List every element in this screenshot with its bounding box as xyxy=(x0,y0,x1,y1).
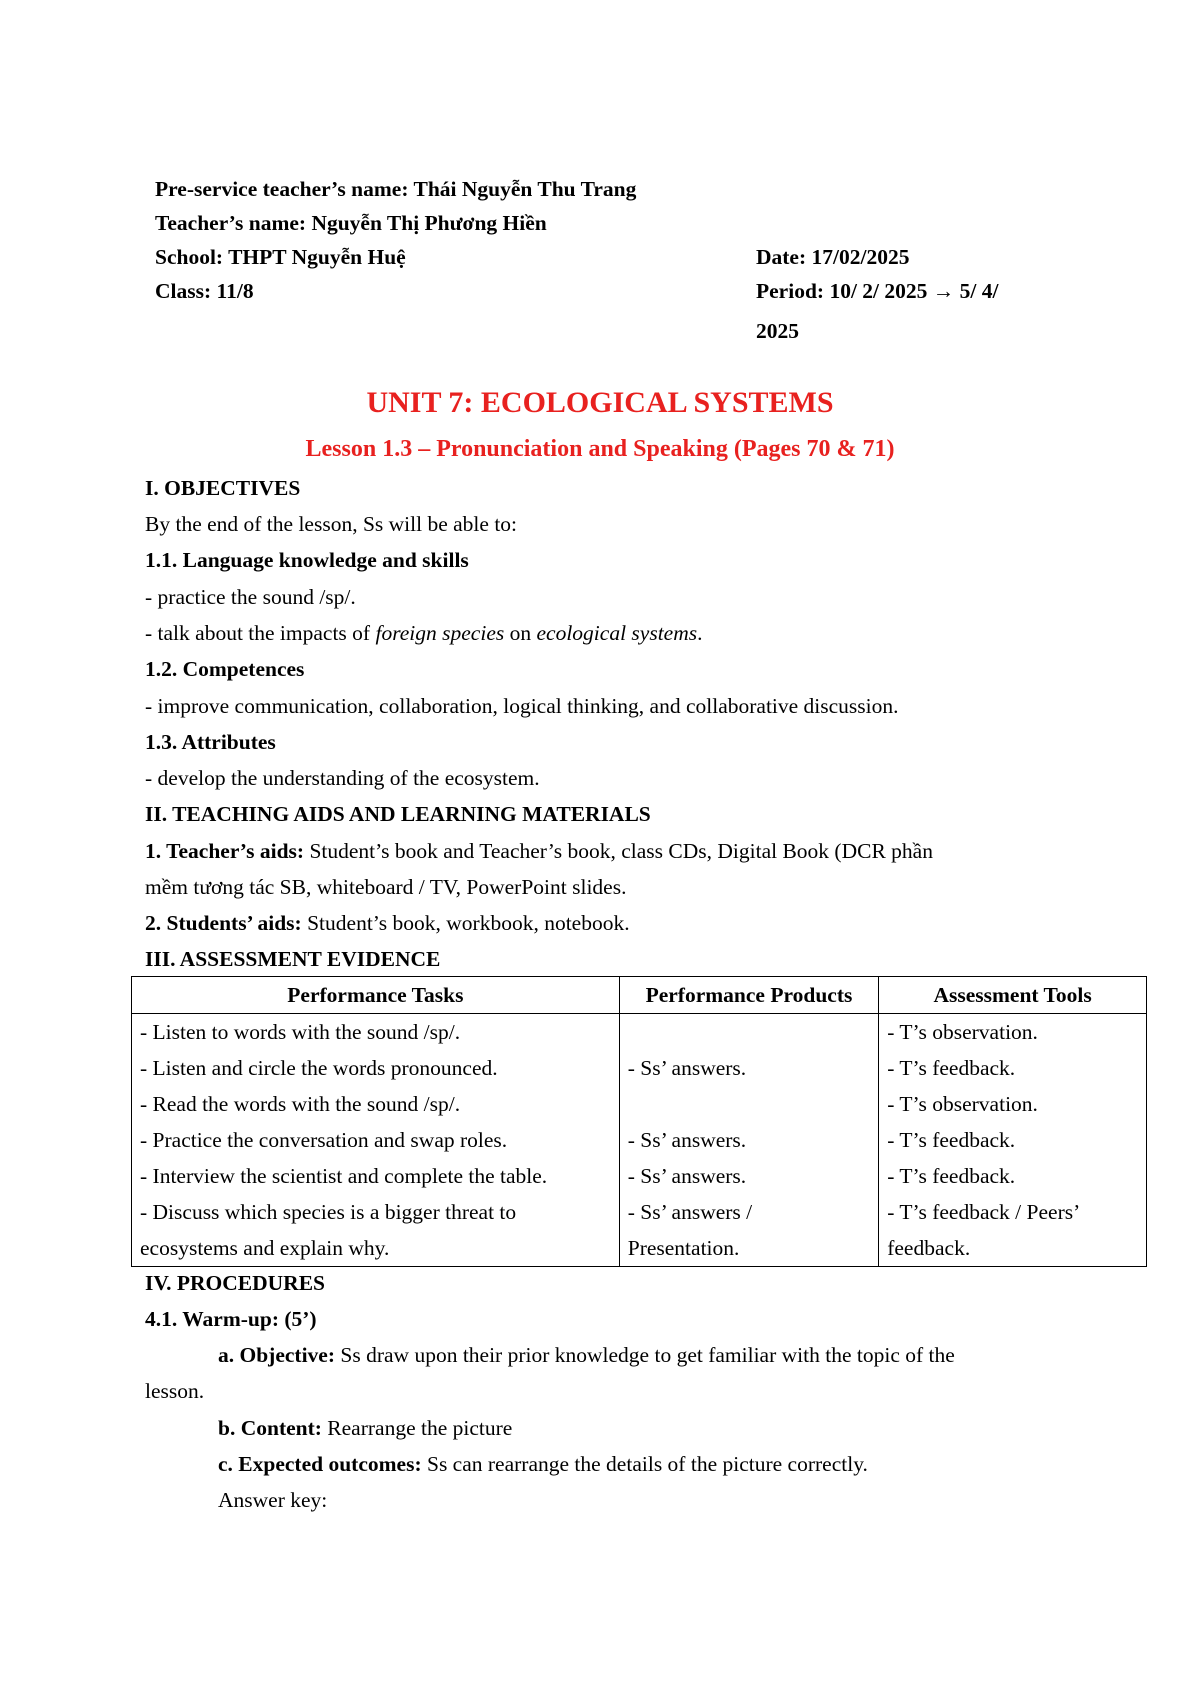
task-line: ecosystems and explain why. xyxy=(140,1236,390,1260)
table-header-row xyxy=(132,977,1147,1014)
answer-key-label: Answer key: xyxy=(218,1488,328,1512)
task-line: - Listen and circle the words pronounced. xyxy=(140,1056,498,1080)
objective-item: - improve communication, collaboration, logical thinking, and collaborative discussion. xyxy=(145,694,899,718)
warmup-expected-outcomes: c. Expected outcomes: Ss can rearrange the details of the picture correctly. xyxy=(218,1452,868,1476)
objective-item: - talk about the impacts of foreign species on ecological systems. xyxy=(145,621,703,645)
school-line: School: THPT Nguyễn Huệ xyxy=(155,245,406,269)
unit-title: UNIT 7: ECOLOGICAL SYSTEMS xyxy=(366,386,834,419)
performance-tasks-cell xyxy=(132,1014,620,1267)
period-line: Period: 10/ 2/ 2025 → 5/ 4/ xyxy=(756,279,999,303)
performance-products-cell xyxy=(619,1014,879,1267)
task-line: - Listen to words with the sound /sp/. xyxy=(140,1020,461,1044)
table-row xyxy=(132,1014,1147,1267)
product-line xyxy=(628,1086,871,1122)
tool-line: - T’s feedback. xyxy=(887,1056,1016,1080)
teacher-name-line: Teacher’s name: Nguyễn Thị Phương Hiền xyxy=(155,211,547,235)
task-line: - Read the words with the sound /sp/. xyxy=(140,1092,461,1116)
attributes-heading: 1.3. Attributes xyxy=(145,730,276,754)
product-line xyxy=(628,1014,871,1050)
objective-item: - practice the sound /sp/. xyxy=(145,585,356,609)
students-aids-line: 2. Students’ aids: Student’s book, workbook, notebook. xyxy=(145,911,630,935)
objectives-intro: By the end of the lesson, Ss will be able to: xyxy=(145,512,518,536)
product-line: - Ss’ answers. xyxy=(627,1056,747,1080)
teacher-aids-line: 1. Teacher’s aids: Student’s book and Teacher’s book, class CDs, Digital Book (DCR phần xyxy=(145,839,933,863)
warmup-content: b. Content: Rearrange the picture xyxy=(218,1416,513,1440)
assessment-heading: III. ASSESSMENT EVIDENCE xyxy=(145,947,441,971)
class-line: Class: 11/8 xyxy=(155,279,254,303)
objectives-heading: I. OBJECTIVES xyxy=(145,476,301,500)
language-knowledge-heading: 1.1. Language knowledge and skills xyxy=(145,548,469,572)
teaching-aids-heading: II. TEACHING AIDS AND LEARNING MATERIALS xyxy=(145,802,651,826)
task-line: - Discuss which species is a bigger threat to xyxy=(140,1200,517,1224)
product-line: - Ss’ answers. xyxy=(627,1164,747,1188)
task-line: - Practice the conversation and swap roles. xyxy=(140,1128,508,1152)
tool-line: feedback. xyxy=(887,1236,971,1260)
tool-line: - T’s observation. xyxy=(887,1092,1038,1116)
tool-line: - T’s feedback. xyxy=(887,1164,1016,1188)
product-line: Presentation. xyxy=(627,1236,740,1260)
warmup-objective-continued: lesson. xyxy=(145,1379,205,1403)
column-header: Performance Products xyxy=(619,977,879,1014)
product-line: - Ss’ answers / xyxy=(627,1200,753,1224)
objective-item: - develop the understanding of the ecosystem. xyxy=(145,766,540,790)
period-line-continued: 2025 xyxy=(756,319,799,343)
date-line: Date: 17/02/2025 xyxy=(756,245,910,269)
column-header: Performance Tasks xyxy=(132,977,620,1014)
tool-line: - T’s feedback / Peers’ xyxy=(887,1200,1081,1224)
product-line: - Ss’ answers. xyxy=(627,1128,747,1152)
procedures-heading: IV. PROCEDURES xyxy=(145,1271,325,1295)
assessment-table xyxy=(131,976,1147,1267)
tool-line: - T’s feedback. xyxy=(887,1128,1016,1152)
tool-line: - T’s observation. xyxy=(887,1020,1038,1044)
teacher-aids-line-continued: mềm tương tác SB, whiteboard / TV, PowerPoint slides. xyxy=(145,875,627,899)
warmup-heading: 4.1. Warm-up: (5’) xyxy=(145,1307,317,1331)
assessment-tools-cell xyxy=(879,1014,1147,1267)
pre-service-teacher-line: Pre-service teacher’s name: Thái Nguyễn Thu Trang xyxy=(155,177,637,201)
competences-heading: 1.2. Competences xyxy=(145,657,305,681)
task-line: - Interview the scientist and complete the table. xyxy=(140,1164,548,1188)
column-header: Assessment Tools xyxy=(879,977,1147,1014)
lesson-title: Lesson 1.3 – Pronunciation and Speaking (Pages 70 & 71) xyxy=(305,436,895,462)
warmup-objective: a. Objective: Ss draw upon their prior knowledge to get familiar with the topic of the xyxy=(218,1343,955,1367)
